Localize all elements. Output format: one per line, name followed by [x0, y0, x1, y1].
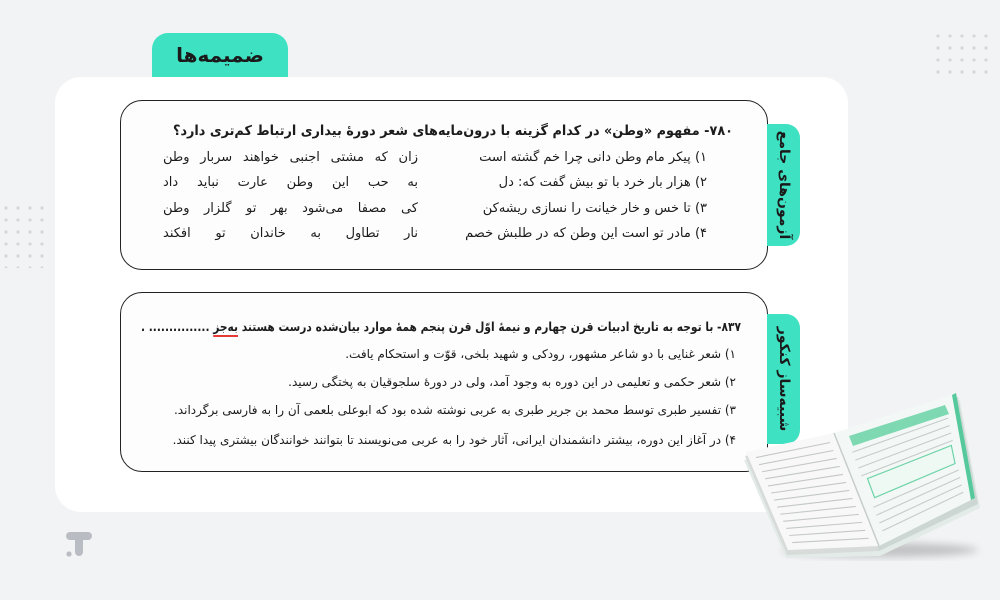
option-2-second-hemistich — [163, 173, 418, 193]
hemistich-text: کی مصفا می‌شود بهر تو گلزار وطن — [163, 201, 418, 216]
option-text: ۴) در آغاز این دوره، بیشتر دانشمندان ایرانی، آثار خود را به عربی می‌نویسند تا بتوانند خوانندگان بیشتری پیدا کنند. — [172, 433, 736, 447]
hemistich-text: به حب این وطن عارت نباید داد — [163, 175, 418, 190]
question-box-comprehensive — [120, 100, 768, 270]
dot-pattern-left — [0, 202, 48, 268]
appendix-tab — [152, 33, 288, 77]
hemistich-text: هزار بار خرد با تو بیش گفت که: دل — [498, 175, 691, 190]
logo-dot — [66, 551, 71, 556]
side-tab-comprehensive-exams — [767, 124, 800, 246]
option-number: ۳) — [694, 201, 707, 216]
logo-stem — [75, 536, 83, 556]
hemistich-text: مادر تو است این وطن که در طلبش خصم — [465, 226, 691, 241]
answer-blank: ............... . — [140, 319, 210, 334]
option-text: ۲) شعر حکمی و تعلیمی در این دوره به وجود آمد، ولی در دورهٔ سلجوقیان به پختگی رسید. — [288, 375, 736, 389]
appendix-tab-label: ضمیمه‌ها — [176, 43, 264, 67]
question-number: ۷۸۰- — [704, 123, 733, 139]
publisher-logo-icon — [60, 528, 100, 562]
option-number: ۱) — [694, 150, 707, 165]
option-3-first-hemistich — [462, 199, 707, 219]
option-number: ۲) — [694, 175, 707, 190]
question-emphasis-underlined: به‌جز — [213, 319, 238, 337]
option-text: ۱) شعر غنایی با دو شاعر مشهور، رودکی و شهید بلخی، قوّت و استحکام یافت. — [345, 347, 736, 361]
question-title — [173, 121, 733, 141]
option-1 — [146, 344, 736, 364]
open-book-icon — [742, 386, 987, 561]
question-text: مفهوم «وطن» در کدام گزینه با درون‌مایه‌های شعر دورهٔ بیداری ارتباط کم‌تری دارد؟ — [173, 123, 700, 139]
option-3 — [146, 400, 736, 420]
hemistich-text: تا خس و خار خیانت را نسازی ریشه‌کن — [482, 201, 691, 216]
question-number: ۸۳۷- — [717, 319, 741, 334]
option-4-first-hemistich — [462, 224, 707, 244]
question-title — [140, 317, 741, 337]
side-tab-label: آزمون‌های جامع — [775, 130, 792, 240]
option-4 — [146, 430, 736, 450]
dot-pattern-top-right — [932, 30, 992, 78]
side-tab-label: شبیه‌ساز کنکور — [775, 326, 792, 432]
option-2 — [146, 372, 736, 392]
option-1-second-hemistich — [163, 148, 418, 168]
option-4-second-hemistich — [163, 224, 418, 244]
question-text: با توجه به تاریخ ادبیات قرن چهارم و نیمهٔ اوّل قرن پنجم همهٔ موارد بیان‌شده درست هستند — [241, 319, 714, 334]
option-number: ۴) — [694, 226, 707, 241]
question-box-konkur-simulator — [120, 292, 768, 472]
hemistich-text: زان که مشتی اجنبی خواهند سربار وطن — [163, 150, 418, 165]
option-3-second-hemistich — [163, 199, 418, 219]
hemistich-text: پیکر مام وطن دانی چرا خم گشته است — [479, 150, 691, 165]
option-text: ۳) تفسیر طبری توسط محمد بن جریر طبری به عربی نوشته شده بود که ابوعلی بلعمی آن را به فارسی برگرداند. — [173, 403, 736, 417]
option-1-first-hemistich — [462, 148, 707, 168]
option-2-first-hemistich — [462, 173, 707, 193]
hemistich-text: نار تطاول به خاندان تو افکند — [163, 226, 418, 241]
